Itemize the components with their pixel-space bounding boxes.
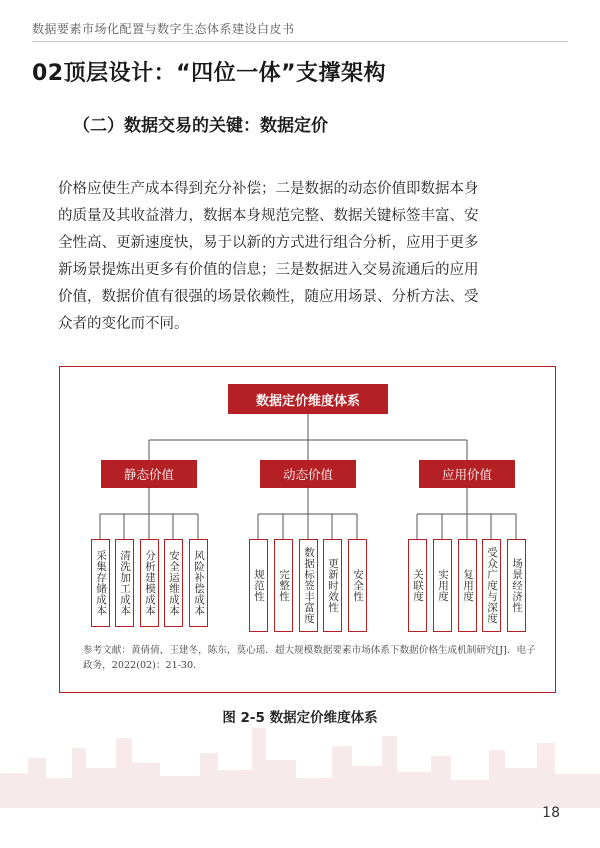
- leaf-node: [458, 539, 477, 632]
- leaf-node: [348, 539, 367, 632]
- category-label: 动态价值: [282, 467, 333, 482]
- leaf-node: [115, 539, 134, 627]
- paragraph-line: 全性高、更新速度快，易于以新的方式进行组合分析，应用于更多: [58, 235, 479, 251]
- document-title: 数据要素市场化配置与数字生态体系建设白皮书: [32, 22, 295, 36]
- leaf-node: [433, 539, 452, 632]
- leaf-label: 复用度: [462, 569, 474, 602]
- leaf-node: [140, 539, 159, 627]
- category-node-application: [419, 460, 515, 488]
- leaf-label: 采集存储成本: [95, 550, 107, 616]
- paragraph-line: 的质量及其收益潜力，数据本身规范完整、数据关键标签丰富、安: [58, 208, 479, 224]
- leaf-label: 实用度: [437, 569, 449, 602]
- paragraph-line: 价格应使生产成本得到充分补偿；二是数据的动态价值即数据本身: [58, 181, 479, 197]
- leaf-node: [408, 539, 427, 632]
- diagram-root-label: 数据定价维度体系: [255, 393, 360, 409]
- leaf-label: 受众广度与深度: [486, 547, 498, 624]
- page-number: 18: [542, 805, 560, 821]
- pricing-dimension-diagram: [59, 366, 556, 693]
- paragraph-line: 众者的变化而不同。: [58, 316, 189, 332]
- category-node-dynamic: [260, 460, 356, 488]
- leaf-node: [164, 539, 183, 627]
- body-paragraph: [58, 176, 548, 338]
- leaf-node: [189, 539, 208, 627]
- leaf-label: 更新时效性: [327, 558, 339, 613]
- sub-section-title: （二）数据交易的关键：数据定价: [73, 116, 328, 136]
- diagram-reference: 参考文献：黄倩倩，王建冬，陈东，莫心瑶．超大规模数据要素市场体系下数据价格生成机制研究[J]．电子政务，2022(02)：21-30.: [83, 645, 536, 671]
- leaf-node: [299, 539, 318, 632]
- leaf-label: 规范性: [253, 569, 265, 602]
- leaf-node: [249, 539, 268, 632]
- category-label: 应用价值: [441, 467, 492, 482]
- skyline-watermark: [0, 718, 600, 808]
- category-node-static: [101, 460, 197, 488]
- leaf-node: [91, 539, 110, 627]
- leaf-label: 场景经济性: [511, 558, 523, 613]
- paragraph-line: 价值，数据价值有很强的场景依赖性，随应用场景、分析方法、受: [58, 289, 479, 305]
- leaf-label: 清洗加工成本: [119, 550, 131, 616]
- header-divider: [32, 41, 568, 42]
- leaf-label: 关联度: [412, 569, 424, 602]
- leaf-label: 风险补偿成本: [193, 550, 205, 616]
- diagram-root-node: [228, 384, 388, 414]
- category-label: 静态价值: [123, 467, 174, 482]
- leaf-node: [507, 539, 526, 632]
- leaf-label: 安全性: [352, 569, 364, 602]
- figure-caption: 图 2-5 数据定价维度体系: [222, 710, 378, 726]
- leaf-label: 安全运维成本: [168, 550, 180, 616]
- leaf-label: 数据标签丰富度: [303, 547, 315, 624]
- leaf-label: 分析建模成本: [144, 550, 156, 616]
- section-title: 02顶层设计：“四位一体”支撑架构: [32, 61, 387, 86]
- leaf-label: 完整性: [278, 569, 290, 602]
- paragraph-line: 新场景提炼出更多有价值的信息；三是数据进入交易流通后的应用: [58, 262, 479, 278]
- leaf-node: [274, 539, 293, 632]
- leaf-node: [323, 539, 342, 632]
- leaf-node: [482, 539, 501, 632]
